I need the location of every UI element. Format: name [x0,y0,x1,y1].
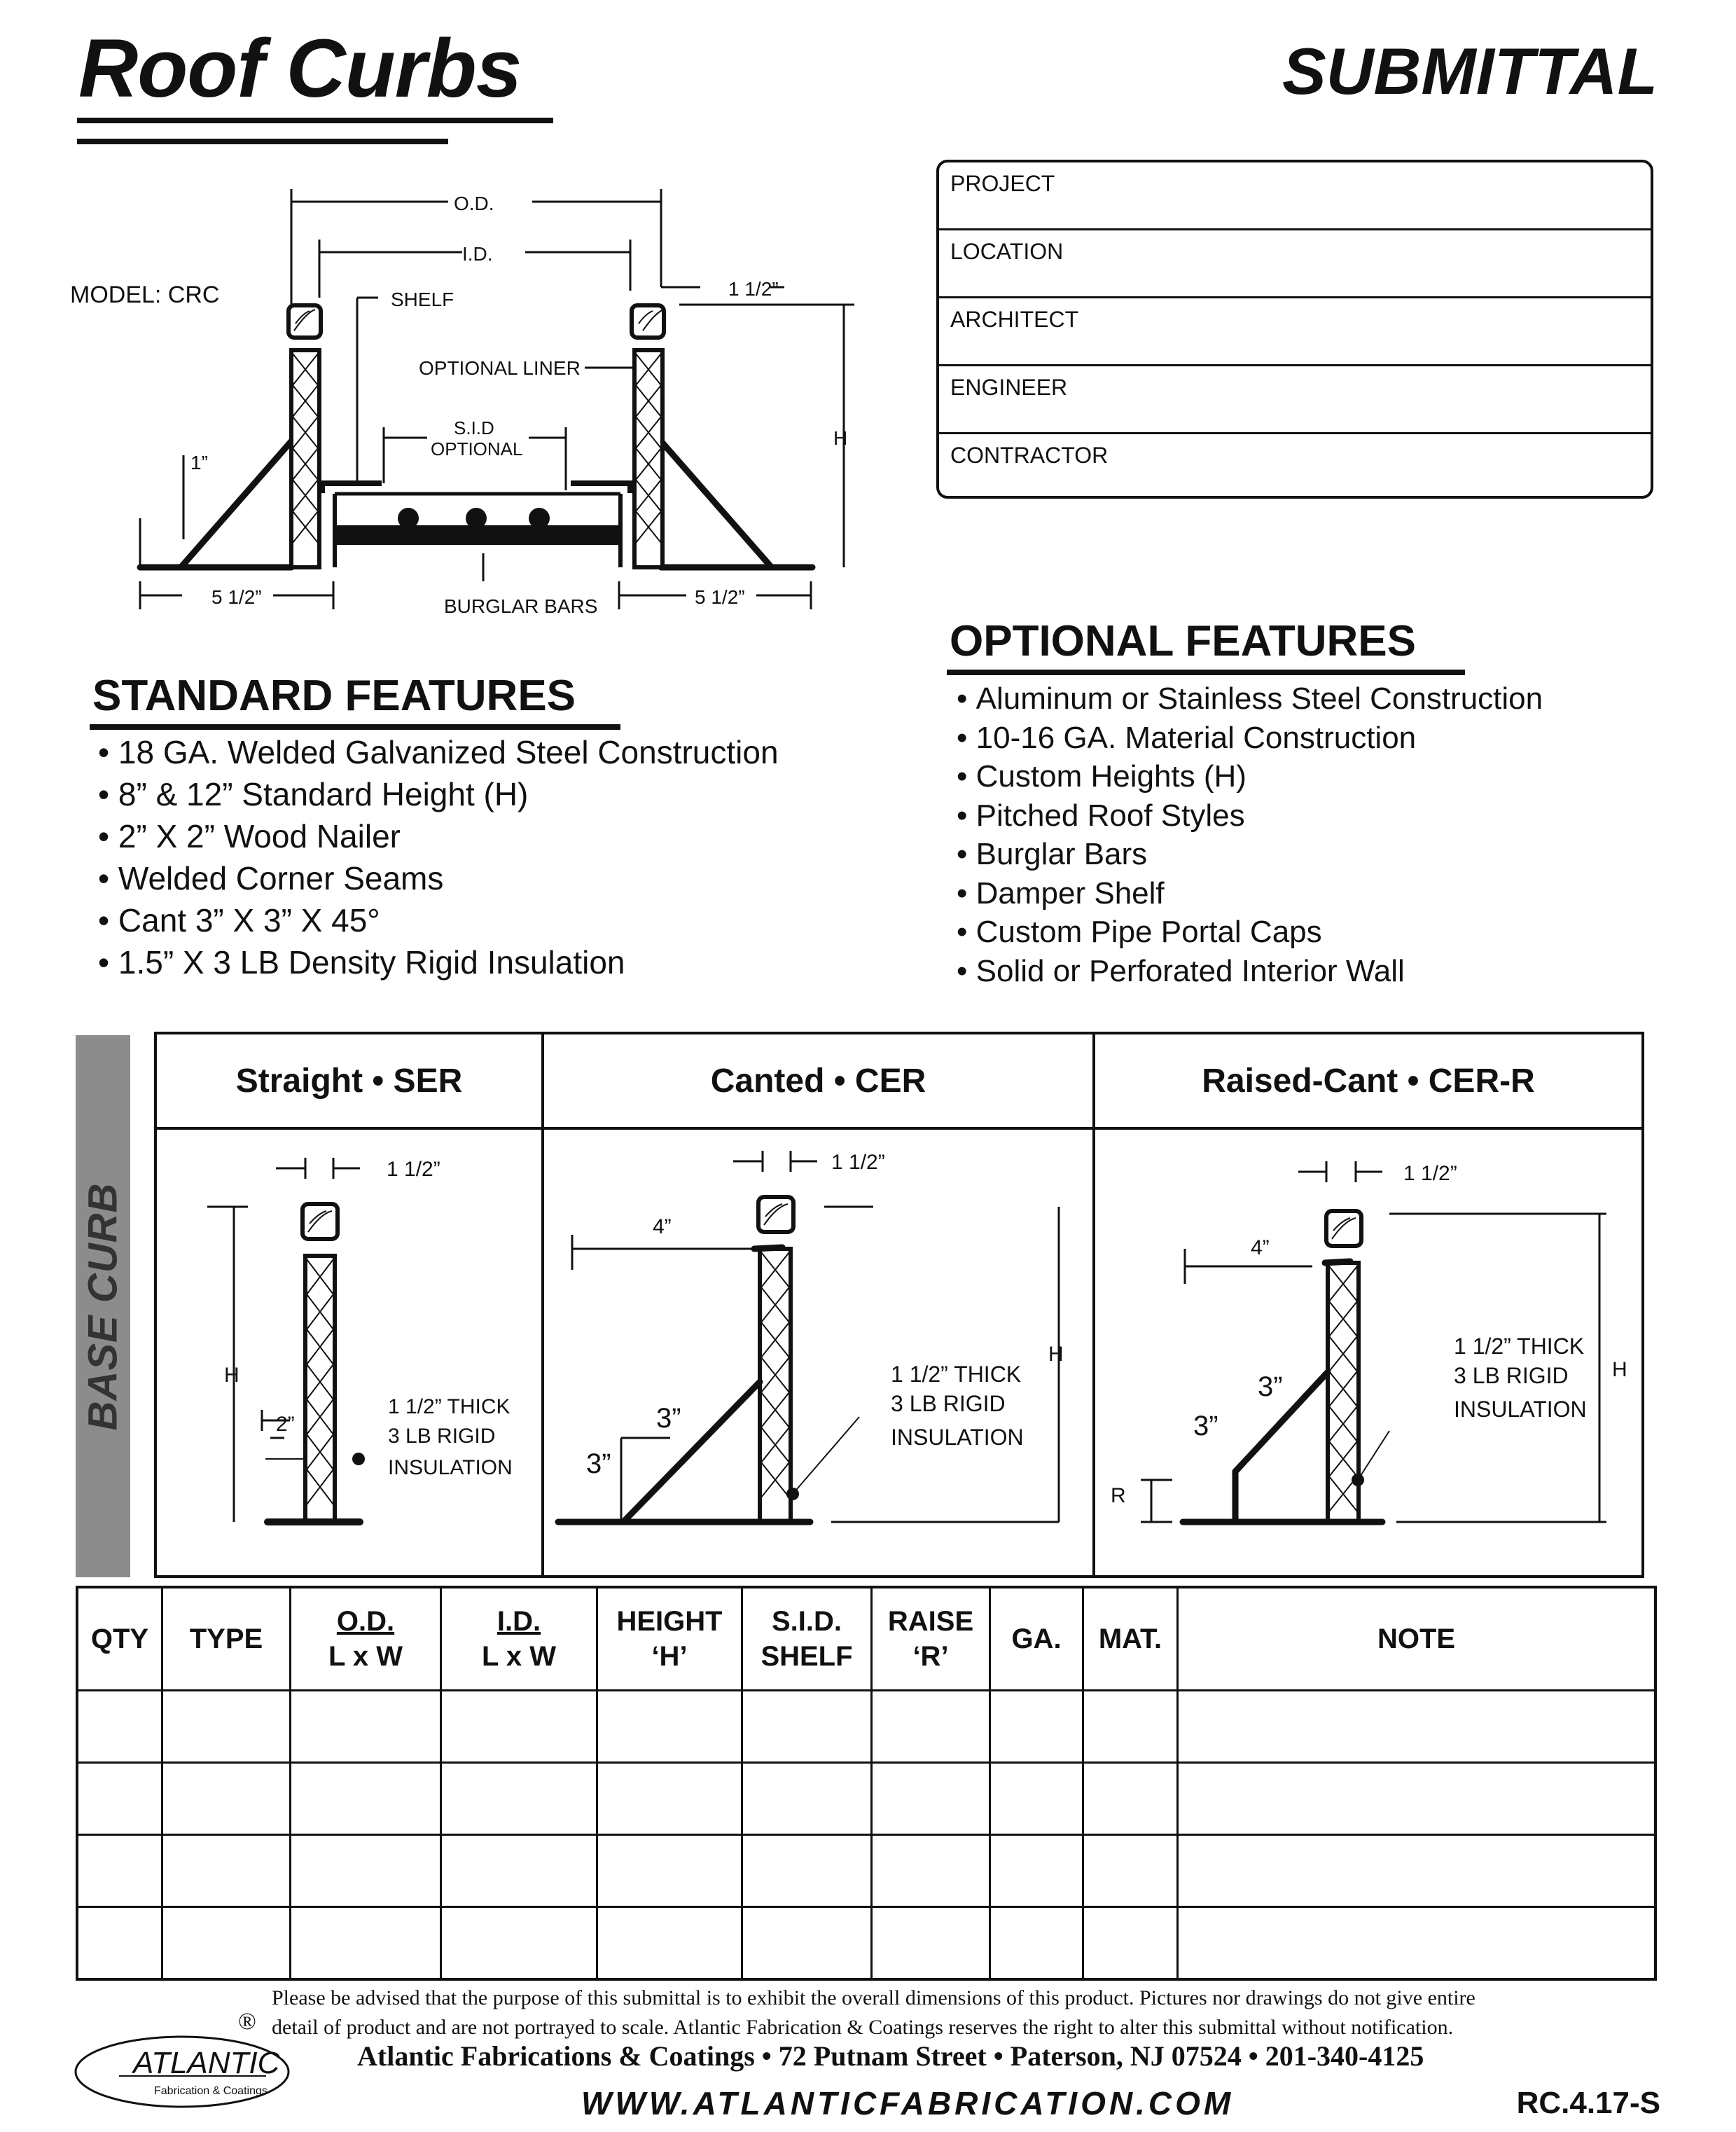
canted-insulation-3: INSULATION [891,1425,1024,1450]
project-info-box [936,160,1653,499]
logo-subtext: Fabrication & Coatings [154,2085,268,2097]
raised-cant-curb-diagram [1095,1130,1641,1575]
straight-two-label: 2” [276,1413,295,1436]
document-code: RC.4.17-S [1516,2086,1660,2120]
one-inch-label: 1” [190,452,208,473]
list-item: • 18 GA. Welded Galvanized Steel Construction [98,731,779,773]
col-type: TYPE [162,1587,291,1691]
straight-one-half-label: 1 1/2” [387,1158,440,1181]
raised-one-half-label: 1 1/2” [1403,1162,1457,1185]
optional-features-underline [947,670,1465,675]
curb-col-raised-cant [1095,1034,1641,1575]
curb-types-table [154,1032,1644,1578]
raised-r-label: R [1111,1484,1126,1507]
list-item: • Custom Heights (H) [957,757,1543,796]
model-crc-diagram [70,175,854,630]
straight-h-label: H [224,1364,239,1387]
standard-features-heading: STANDARD FEATURES [92,672,576,720]
canted-three-side-label: 3” [586,1448,611,1479]
curb-type-raised-cant: Raised-Cant • CER-R [1095,1034,1641,1130]
list-item: • 8” & 12” Standard Height (H) [98,773,779,815]
location-label: LOCATION [950,239,1064,264]
col-id: I.D. L x W [441,1587,597,1691]
registered-mark: ® [238,2009,256,2035]
logo-text: ATLANTIC [133,2046,280,2080]
raised-four-label: 4” [1251,1236,1270,1259]
od-label: O.D. [454,193,494,214]
list-item: • Burglar Bars [957,835,1543,874]
base-curb-label: BASE CURB [80,1182,126,1430]
raised-three-top-label: 3” [1258,1371,1283,1402]
standard-features-list [98,731,779,983]
h-label: H [833,427,848,449]
optional-liner-label: OPTIONAL LINER [419,357,581,379]
engineer-label: ENGINEER [950,375,1068,400]
table-header-row [77,1587,1655,1691]
engineer-field[interactable] [939,366,1651,434]
id-label: I.D. [462,243,493,265]
sid-label: S.I.D [454,417,494,438]
raised-insulation-3: INSULATION [1454,1397,1587,1422]
list-item: • Solid or Perforated Interior Wall [957,952,1543,991]
disclaimer-line-1: Please be advised that the purpose of this submittal is to exhibit the overall dimensions of this product. Pictures nor drawings do not give entire [272,1986,1475,2009]
one-half-label: 1 1/2” [728,278,779,300]
submittal-heading: SUBMITTAL [1282,34,1658,108]
project-field[interactable] [939,162,1651,230]
raised-insulation-2: 3 LB RIGID [1454,1363,1569,1388]
curb-col-straight [157,1034,544,1575]
atlantic-logo [70,2028,294,2112]
curb-col-canted [544,1034,1095,1575]
title-underline-short [77,139,448,144]
burglar-bars-label: BURGLAR BARS [444,595,598,617]
five-half-left-label: 5 1/2” [211,586,262,608]
canted-insulation-1: 1 1/2” THICK [891,1362,1022,1387]
col-od: O.D. L x W [291,1587,441,1691]
table-row [77,1763,1655,1835]
contractor-label: CONTRACTOR [950,443,1109,468]
curb-type-straight: Straight • SER [157,1034,541,1130]
list-item: • Welded Corner Seams [98,857,779,899]
canted-curb-diagram [544,1130,1092,1575]
straight-insulation-2: 3 LB RIGID [388,1425,496,1448]
list-item: • 10-16 GA. Material Construction [957,719,1543,758]
raised-insulation-1: 1 1/2” THICK [1454,1334,1585,1359]
curb-type-canted: Canted • CER [544,1034,1092,1130]
canted-three-top-label: 3” [656,1403,681,1434]
raised-three-side-label: 3” [1193,1411,1218,1441]
list-item: • Pitched Roof Styles [957,796,1543,836]
col-sid-shelf: S.I.D. SHELF [742,1587,872,1691]
canted-insulation-2: 3 LB RIGID [891,1391,1006,1416]
optional-features-list [957,679,1543,990]
col-mat: MAT. [1083,1587,1178,1691]
list-item: • Custom Pipe Portal Caps [957,913,1543,952]
col-raise: RAISE ‘R’ [872,1587,990,1691]
disclaimer [272,1984,1602,2042]
col-note: NOTE [1178,1587,1656,1691]
col-ga: GA. [990,1587,1083,1691]
list-item: • 2” X 2” Wood Nailer [98,815,779,857]
list-item: • Cant 3” X 3” X 45° [98,899,779,941]
location-field[interactable] [939,230,1651,298]
title-underline [77,118,553,123]
company-address: Atlantic Fabrications & Coatings • 72 Putnam Street • Paterson, NJ 07524 • 201-340-4125 [357,2040,1424,2072]
five-half-right-label: 5 1/2” [695,586,745,608]
table-row [77,1907,1655,1980]
list-item: • Aluminum or Stainless Steel Construction [957,679,1543,719]
list-item: • Damper Shelf [957,874,1543,913]
standard-features-underline [90,724,620,730]
architect-label: ARCHITECT [950,307,1079,332]
disclaimer-line-2: detail of product and are not portrayed to scale. Atlantic Fabrication & Coatings reserves the right to alter this submittal without notification. [272,2016,1454,2039]
page-title: Roof Curbs [78,22,522,115]
website-link[interactable]: WWW.ATLANTICFABRICATION.COM [581,2085,1235,2121]
architect-field[interactable] [939,298,1651,366]
contractor-field[interactable] [939,434,1651,502]
canted-four-label: 4” [653,1215,672,1238]
canted-one-half-label: 1 1/2” [831,1151,885,1174]
canted-h-label: H [1048,1343,1064,1366]
col-height: HEIGHT ‘H’ [597,1587,742,1691]
straight-insulation-3: INSULATION [388,1456,513,1479]
col-qty: QTY [77,1587,162,1691]
table-row [77,1835,1655,1907]
project-label: PROJECT [950,171,1055,196]
table-row [77,1691,1655,1763]
sid-optional-label: OPTIONAL [431,438,523,459]
straight-curb-diagram [157,1130,541,1575]
order-table [76,1586,1657,1981]
straight-insulation-1: 1 1/2” THICK [388,1395,511,1418]
optional-features-heading: OPTIONAL FEATURES [950,617,1416,665]
list-item: • 1.5” X 3 LB Density Rigid Insulation [98,941,779,983]
raised-h-label: H [1612,1358,1627,1381]
model-label: MODEL: CRC [70,282,220,308]
shelf-label: SHELF [391,289,454,310]
